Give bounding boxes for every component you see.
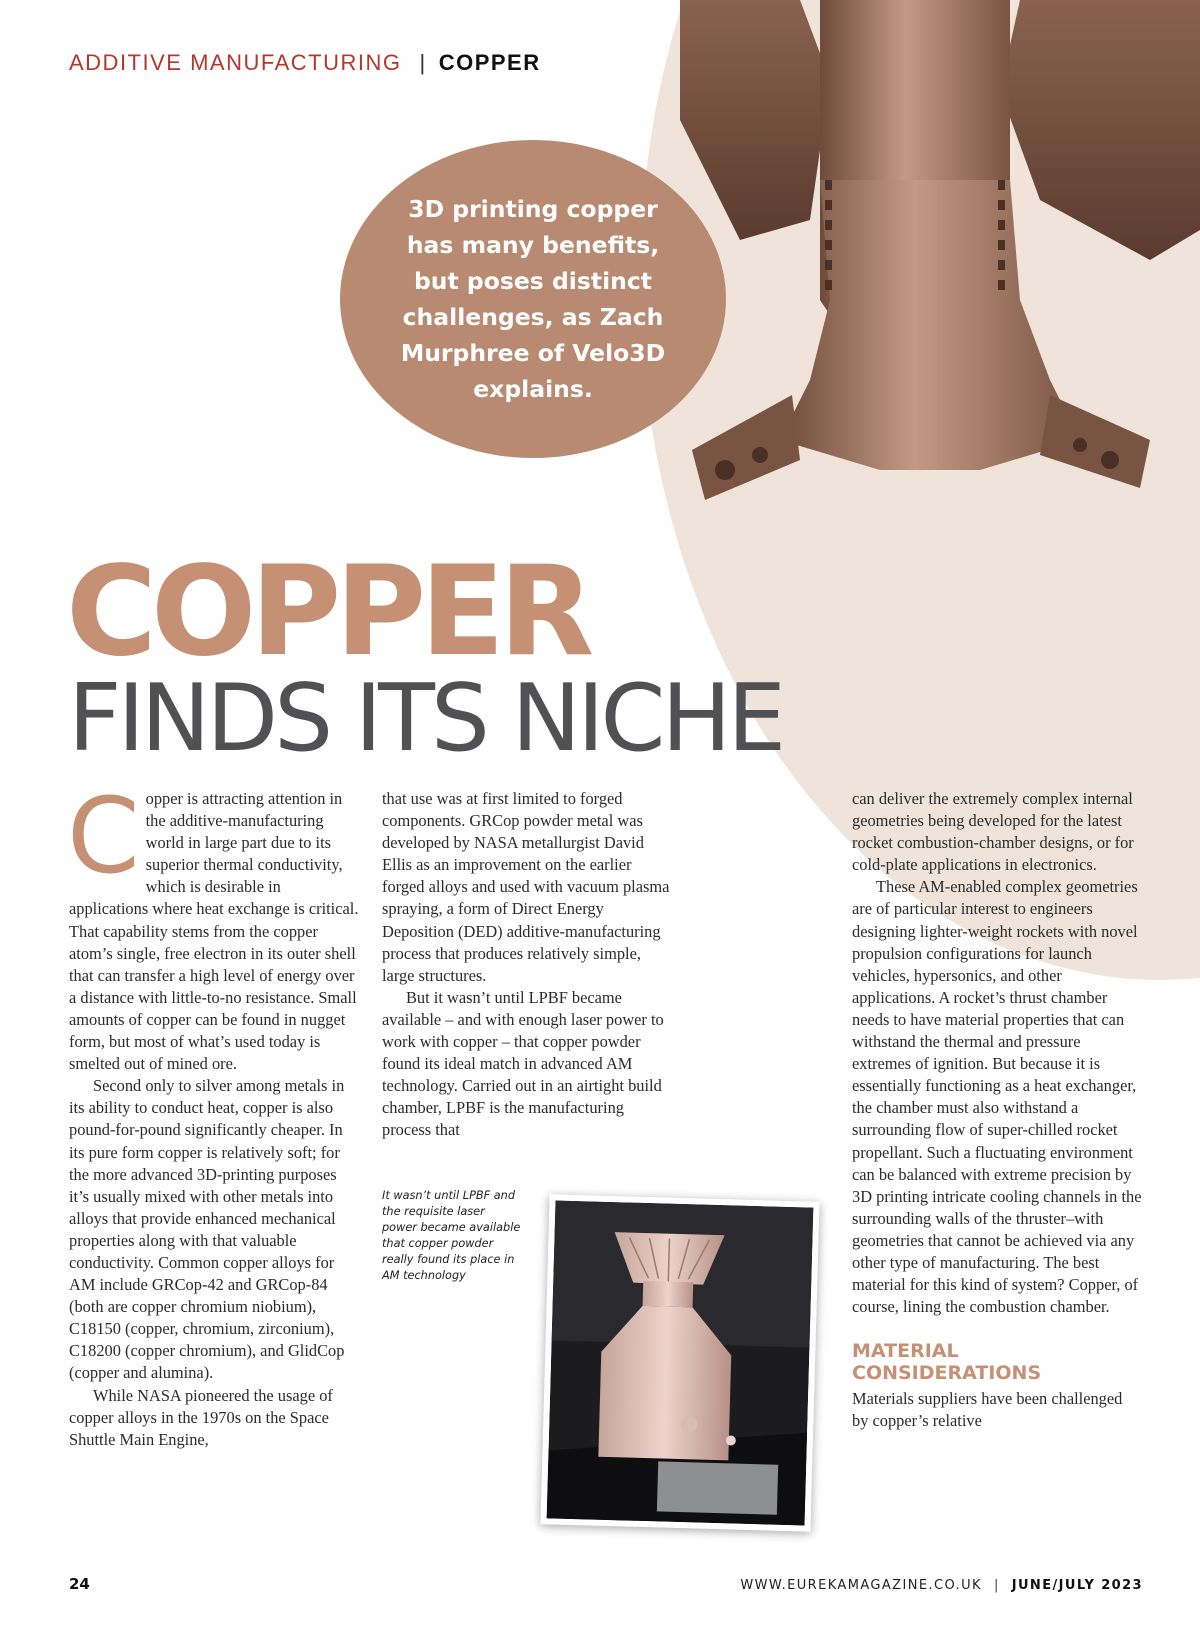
folio [740,1578,1143,1593]
body-paragraph: These AM-enabled complex geometries are of particular interest to engineers designing lighter-weight rockets with novel propulsion configurations for launch vehicles, hypersonics, and other applications. A rocket’s thrust chamber needs to have material properties that can withstand the thermal and pressure extremes of ignition. But because it is essentially functioning as a heat exchanger, the chamber must also withstand a surrounding flow of super-chilled rocket propellant. Such a fluctuating environment can be balanced with extreme precision by 3D printing intricate cooling channels in the surrounding walls of the thruster–with geometries that cannot be achieved via any other type of manufacturing. The best material for this kind of system? Copper, of course, lining the combustion chamber. [852,877,1142,1317]
page-number: 24 [69,1575,90,1593]
body-column-3 [852,788,1142,1432]
standfirst-circle [340,140,726,458]
inset-photo [540,1194,819,1531]
section-divider: | [419,50,427,75]
magazine-url: WWW.EUREKAMAGAZINE.CO.UK [740,1578,982,1593]
body-paragraph: While NASA pioneered the usage of copper alloys in the 1970s on the Space Shuttle Main Engine, [69,1385,333,1449]
body-paragraph: can deliver the extremely complex internal geometries being developed for the latest rocket combustion-chamber designs, or for cold-plate applications in electronics. [852,789,1134,875]
section-tag [69,50,541,76]
photo-caption: It wasn’t until LPBF and the requisite laser power became available that copper powder really found its place in AM technology [382,1189,521,1282]
headline-line-2: FINDS ITS NICHE [68,664,783,772]
body-column-2 [382,788,672,1142]
body-paragraph: Materials suppliers have been challenged by copper’s relative [852,1389,1123,1431]
body-column-1 [67,775,359,1451]
standfirst-text: 3D printing copper has many benefits, but poses distinct challenges, as Zach Murphree of Velo3D explains. [400,195,666,403]
inset-photo-image [547,1200,814,1525]
folio-divider: | [993,1578,1000,1593]
hero-image-copper-thrust-chamber [680,0,1200,540]
body-paragraph: opper is attracting attention in the additive-manufacturing world in large part due to its superior thermal conductivity, which is desirable in applications where heat exchange is critical. That capability stems from the copper atom’s single, free electron in its outer shell that can transfer a high level of energy over a distance with little-to-no resistance. Small amounts of copper can be found in nugget form, but most of what’s used today is smelted out of mined ore. [69,789,359,1074]
drop-cap: C [67,775,140,897]
body-paragraph: Second only to silver among metals in its ability to conduct heat, copper is also pound-for-pound significantly cheaper. In its pure form copper is relatively soft; for the more advanced 3D-printing purposes it’s usually mixed with other metals into alloys that provide enhanced mechanical properties along with that valuable conductivity. Common copper alloys for AM include GRCop-42 and GRCop-84 (both are copper chromium niobium), C18150 (copper, chromium, zirconium), C18200 (copper chromium), and GlidCop (copper and alumina). [69,1076,345,1383]
body-paragraph: that use was at first limited to forged components. GRCop powder metal was developed by NASA metallurgist David Ellis as an improvement on the earlier forged alloys and used with vacuum plasma spraying, a form of Direct Energy Deposition (DED) additive-manufacturing process that produces relatively simple, large structures. [382,789,670,985]
subheading: MATERIAL CONSIDERATIONS [852,1340,1042,1385]
topic-label: COPPER [438,50,541,75]
issue-date: JUNE/JULY 2023 [1011,1578,1143,1593]
section-label: ADDITIVE MANUFACTURING [69,50,402,75]
headline-line-1: COPPER [66,540,589,684]
body-paragraph: But it wasn’t until LPBF became available – and with enough laser power to work with copper – that copper powder found its ideal match in advanced AM technology. Carried out in an airtight build chamber, LPBF is the manufacturing process that [382,987,664,1140]
